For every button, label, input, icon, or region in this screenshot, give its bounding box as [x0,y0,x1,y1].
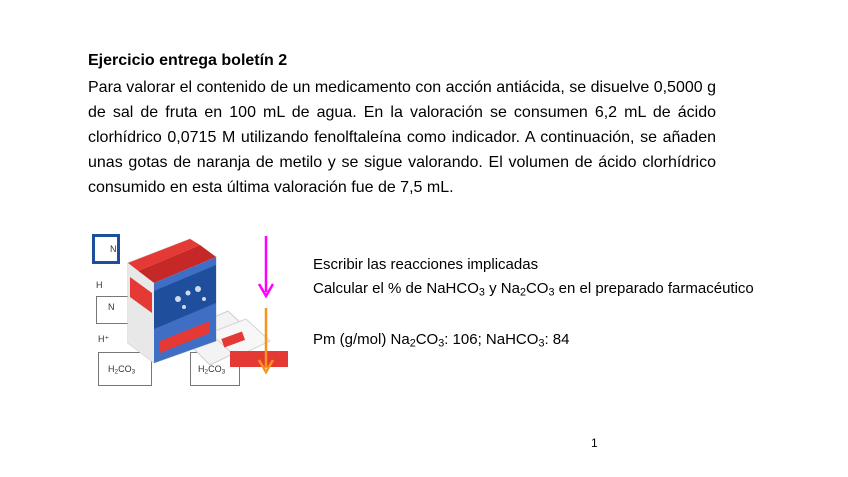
tasks-block [313,253,754,305]
scheme-text-n1: N [110,244,117,254]
scheme-text-h: H [96,280,103,290]
task-percentage: Calcular el % de NaHCO$_3$ y $Na_2CO_3$ en el preparado farmacéutico [313,280,754,299]
arrow-down-orange-icon [256,308,276,378]
page-number: 1 [591,436,598,450]
h2co3-label-left: $H_2CO_3$ [108,364,136,376]
scheme-text-h-plus: H⁺ [98,334,110,344]
product-figure [88,228,288,398]
molar-masses: Pm (g/mol) $Na_2CO_3$: 106; NaHCO$_3$: 84 [313,331,570,350]
task-reactions: Escribir las reacciones implicadas [313,256,539,273]
h2co3-label-right: $H_2CO_3$ [198,364,226,376]
exercise-paragraph: Para valorar el contenido de un medicamento con acción antiácida, se disuelve 0,5000 g de sal de fruta en 100 mL de agua. En la valoración se consumen 6,2 mL de ácido clorhídrico 0,0715 M utilizando fenolftaleína como indicador. A continuación, se añaden unas gotas de naranja de metilo y se sigue valorando. El volumen de ácido clorhídrico consumido en esta última valoración fue de 7,5 mL. [88,79,716,196]
arrow-down-magenta-icon [256,236,276,302]
scheme-text-n2: N [108,302,115,312]
slide-title: Ejercicio entrega boletín 2 [88,52,288,69]
